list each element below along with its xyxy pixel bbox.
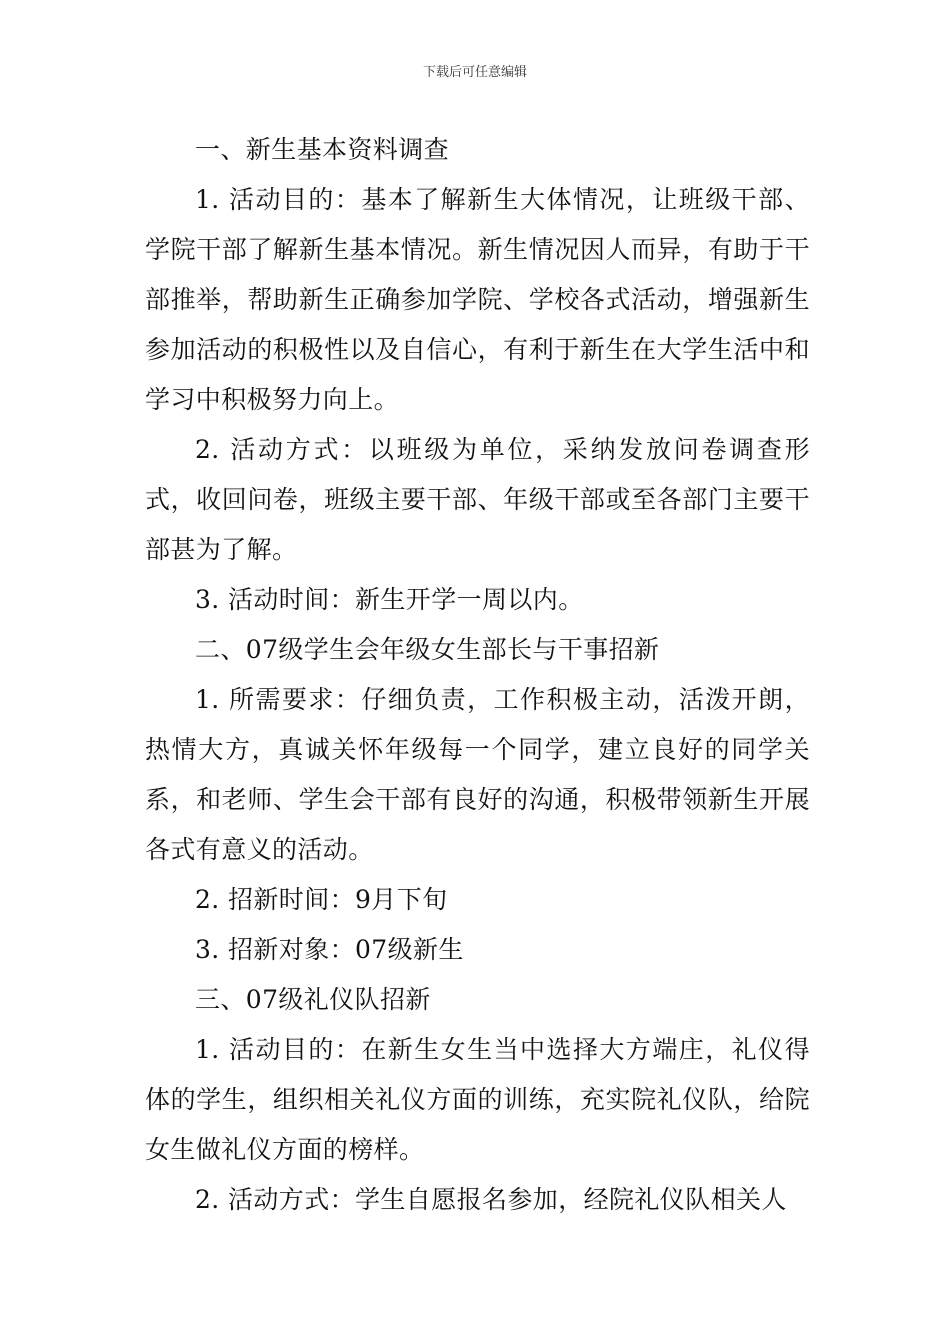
paragraph-1-2: 2. 活动方式：以班级为单位，采纳发放问卷调查形式，收回问卷，班级主要干部、年级干部或至各部门主要干部甚为了解。 bbox=[145, 435, 810, 564]
paragraph-2-1: 1. 所需要求：仔细负责，工作积极主动，活泼开朗，热情大方，真诚关怀年级每一个同学，建立良好的同学关系，和老师、学生会干部有良好的沟通，积极带领新生开展各式有意义的活动。 bbox=[145, 685, 810, 864]
paragraph-3-2: 2. 活动方式：学生自愿报名参加，经院礼仪队相关人 bbox=[195, 1185, 787, 1214]
section-heading-3: 三、07级礼仪队招新 bbox=[195, 985, 431, 1014]
paragraph-2-3: 3. 招新对象：07级新生 bbox=[195, 935, 464, 964]
section-heading-1: 一、新生基本资料调查 bbox=[195, 135, 450, 164]
page-header: 下载后可任意编辑 bbox=[422, 65, 527, 80]
paragraph-1-1: 1. 活动目的：基本了解新生大体情况，让班级干部、学院干部了解新生基本情况。新生情况因人而异，有助于干部推举，帮助新生正确参加学院、学校各式活动，增强新生参加活动的积极性以及自信心，有利于新生在大学生活中和学习中积极努力向上。 bbox=[145, 185, 810, 414]
section-heading-2: 二、07级学生会年级女生部长与干事招新 bbox=[195, 635, 660, 664]
paragraph-1-3: 3. 活动时间：新生开学一周以内。 bbox=[195, 585, 584, 614]
paragraph-3-1: 1. 活动目的：在新生女生当中选择大方端庄，礼仪得体的学生，组织相关礼仪方面的训练，充实院礼仪队，给院女生做礼仪方面的榜样。 bbox=[145, 1035, 810, 1164]
document-body bbox=[145, 125, 810, 1225]
paragraph-2-2: 2. 招新时间：9月下旬 bbox=[195, 885, 448, 914]
